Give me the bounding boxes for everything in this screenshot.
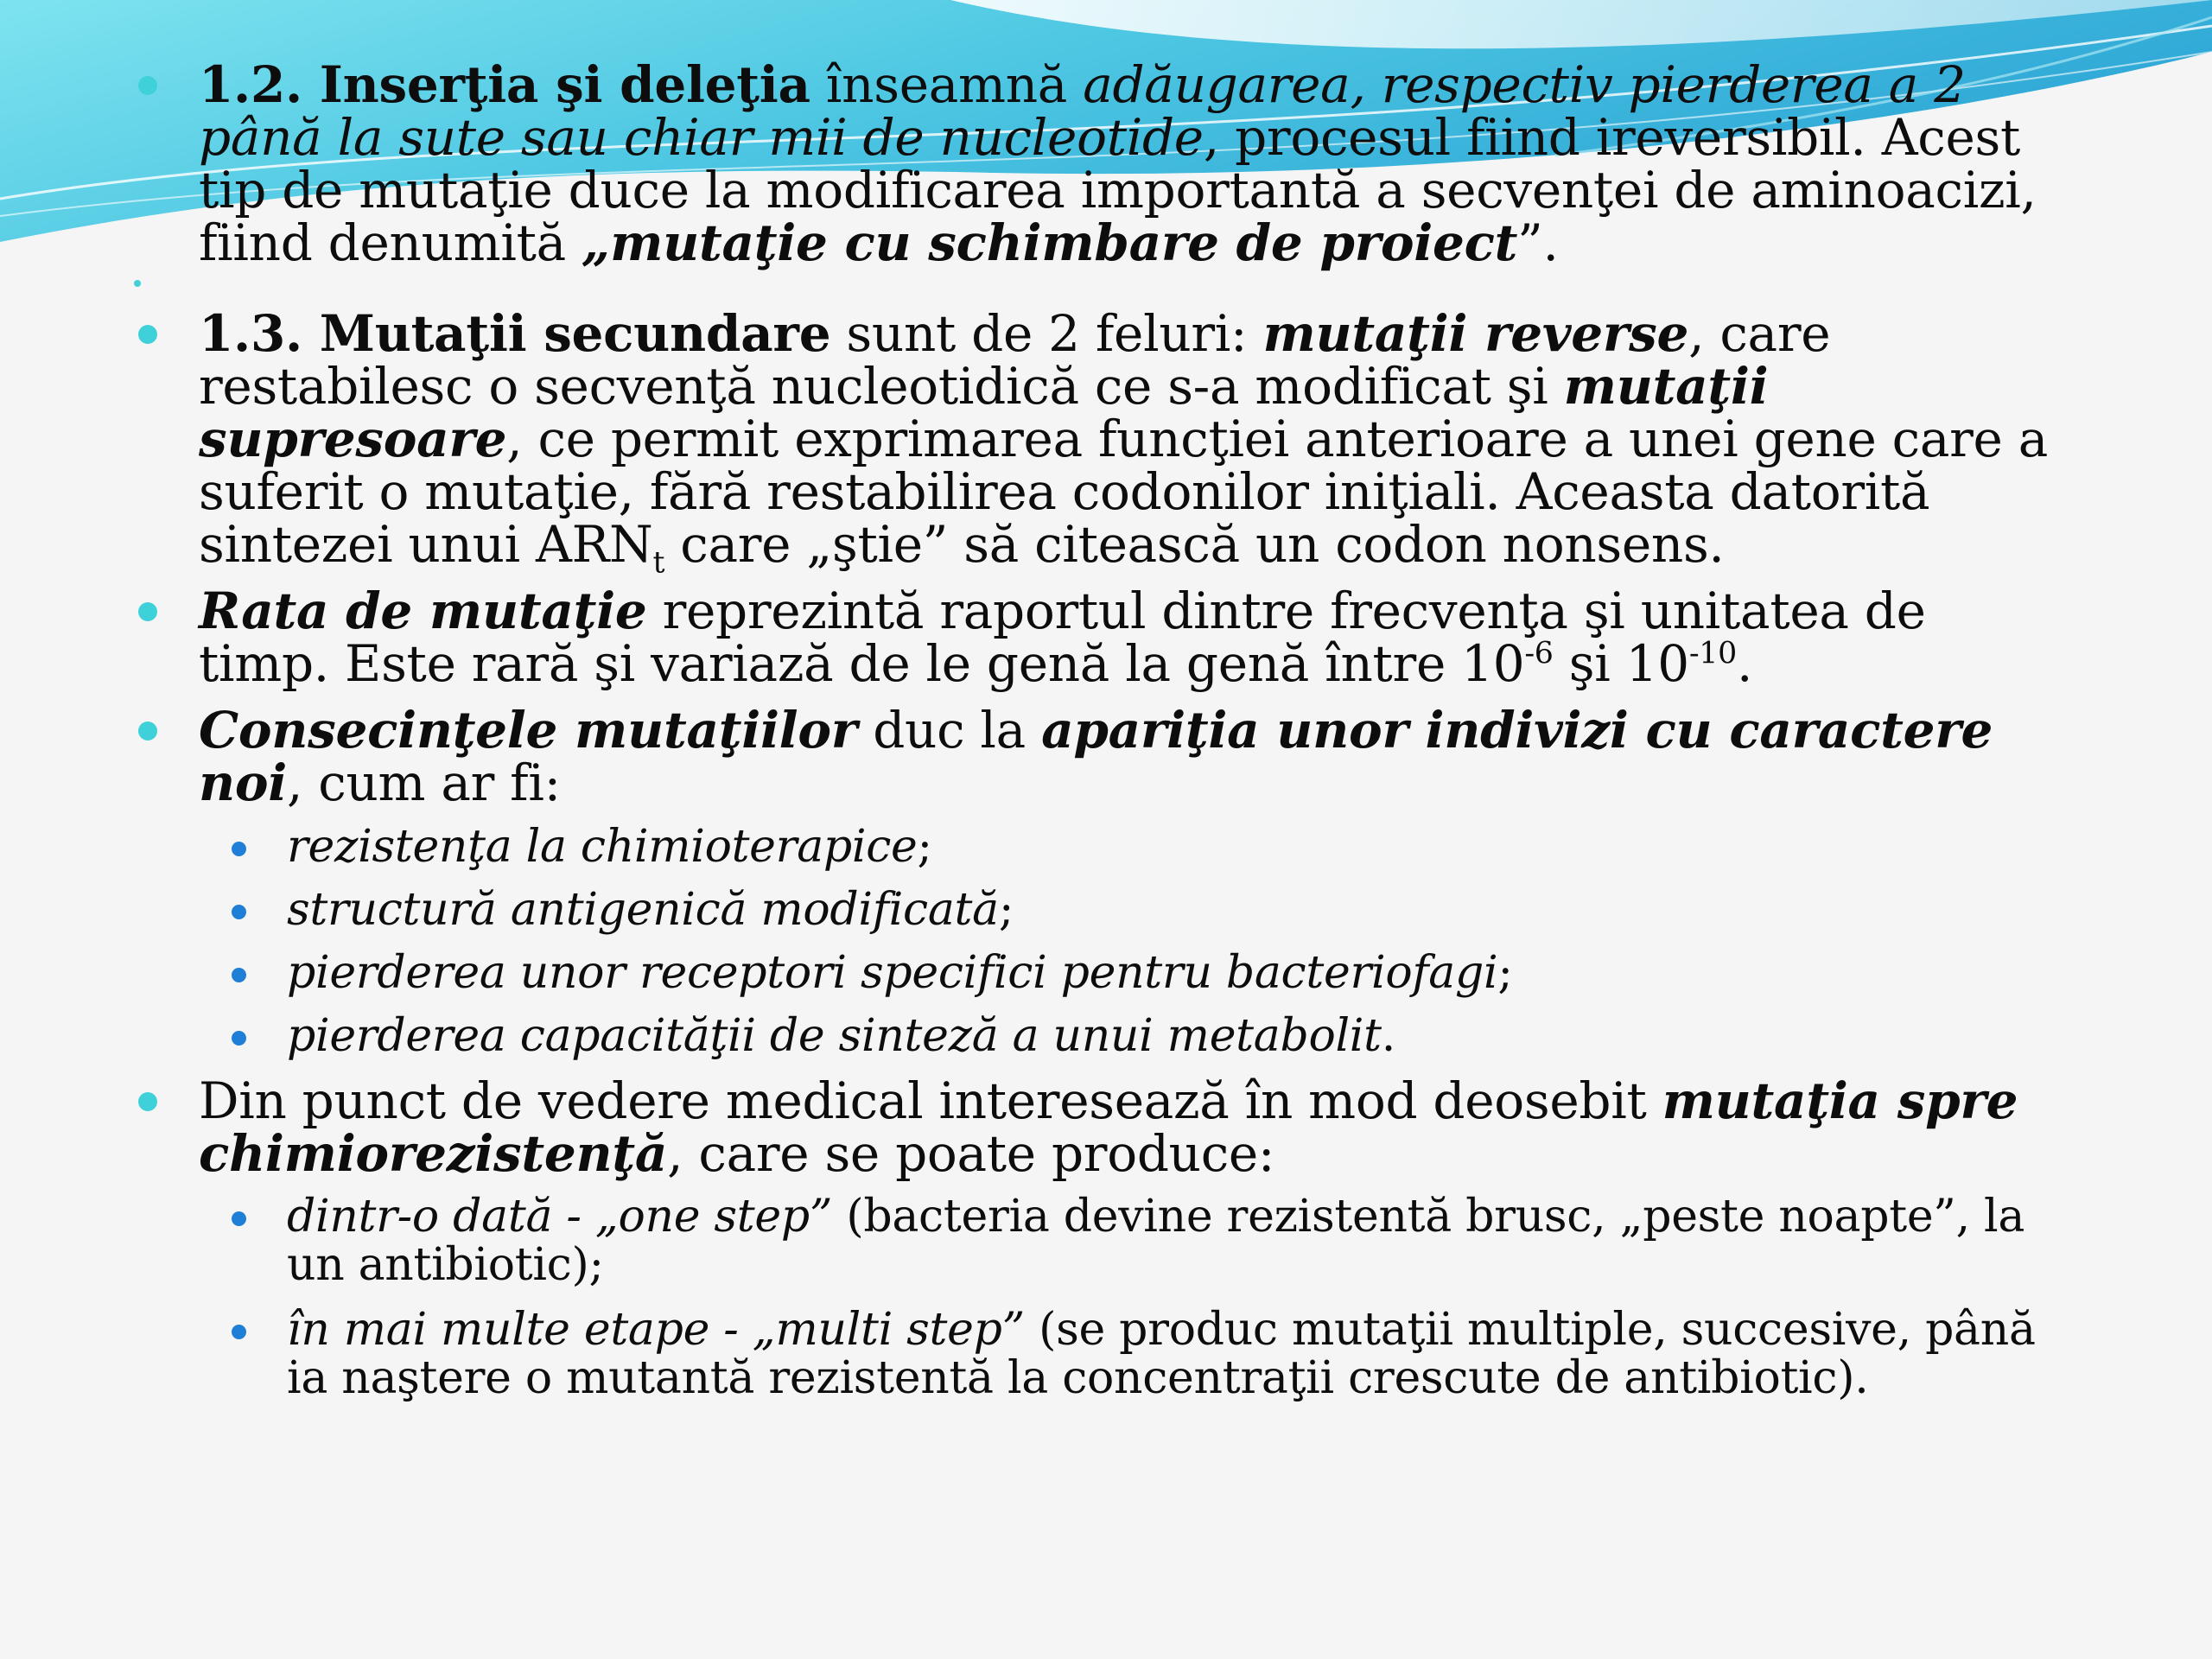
sub-bullet <box>287 823 2075 871</box>
text-italic: dintr-o dată - „one step” <box>287 1191 833 1243</box>
sub-bullet <box>287 1012 2075 1060</box>
bullet-consequences <box>199 701 2065 812</box>
term-bold-italic: mutaţia spre chimiorezistenţă <box>199 1071 2018 1183</box>
text: . <box>1736 634 1753 693</box>
term-bold: Mutaţii secundare <box>319 304 831 363</box>
text: ”. <box>1517 213 1559 272</box>
term-bold: Inserţia şi deleţia <box>319 55 810 114</box>
text: ; <box>998 884 1014 936</box>
text: ; <box>917 821 932 873</box>
empty-bullet-dot <box>134 280 141 287</box>
superscript: -10 <box>1688 636 1737 671</box>
bullet-insertion-deletion <box>199 55 2065 272</box>
text: înseamnă <box>810 55 1084 114</box>
bullet-mutation-rate <box>199 582 2065 693</box>
bullet-secondary-mutations <box>199 304 2065 581</box>
term-bold-italic: mutaţii supresoare <box>199 357 1769 468</box>
text-italic: rezistenţa la chimioterapice <box>287 821 918 873</box>
text: , ce permit exprimarea funcţiei anterioare a unei gene care a suferit o mutaţie, fără restabilirea codonilor iniţiali. Aceasta datorită sintezei unui ARN <box>199 410 2048 574</box>
text-italic: adăugarea, respectiv pierderea a 2 până la sute sau chiar mii de nucleotide <box>199 55 1966 167</box>
text: , care se poate produce: <box>667 1124 1275 1183</box>
text: , cum ar fi: <box>287 753 561 812</box>
text: şi 10 <box>1553 634 1689 693</box>
text-italic: pierderea capacităţii de sinteză a unui metabolit <box>287 1010 1382 1062</box>
bullet-chemoresistance <box>199 1071 2065 1183</box>
text: , care restabilesc o secvenţă nucleotidică ce s-a modificat şi <box>199 304 1831 416</box>
section-number: 1.3. <box>199 304 320 363</box>
sub-bullet <box>287 1306 2075 1402</box>
term-bold-italic: „mutaţie cu schimbare de proiect <box>582 213 1518 272</box>
text: duc la <box>857 701 1042 760</box>
text: (bacteria devine rezistentă brusc, „peste noapte”, la un antibiotic); <box>287 1191 2025 1291</box>
text: . <box>1381 1010 1395 1062</box>
text: ; <box>1497 947 1513 999</box>
text: care „ştie” să citească un codon nonsens. <box>664 515 1725 574</box>
text: , procesul fiind ireversibil. Acest tip de mutaţie duce la modificarea importantă a secvenţei de aminoacizi, fiind denumită <box>199 108 2037 272</box>
text-italic: pierderea unor receptori specifici pentru bacteriofagi <box>287 947 1498 999</box>
sub-bullet <box>287 949 2075 997</box>
section-number: 1.2. <box>199 55 320 114</box>
subscript: t <box>652 545 665 581</box>
term-bold-italic: Rata de mutaţie <box>199 582 647 640</box>
text-italic: structură antigenică modificată <box>287 884 999 936</box>
sub-bullet <box>287 886 2075 934</box>
term-bold-italic: apariţia unor indivizi cu caractere noi <box>199 701 1993 812</box>
text: reprezintă raportul dintre frecvenţa şi unitatea de timp. Este rară şi variază de le genă la genă între 10 <box>199 582 1926 693</box>
sub-bullet <box>287 1192 2075 1289</box>
text-italic: în mai multe etape - „multi step” <box>287 1304 1025 1356</box>
superscript: -6 <box>1524 636 1554 671</box>
term-bold-italic: mutaţii reverse <box>1262 304 1689 363</box>
text: (se produc mutaţii multiple, succesive, până ia naştere o mutantă rezistentă la concentraţii crescute de antibiotic). <box>287 1304 2036 1404</box>
text: sunt de 2 feluri: <box>830 304 1263 363</box>
text: Din punct de vedere medical interesează în mod deosebit <box>199 1071 1662 1130</box>
term-bold-italic: Consecinţele mutaţiilor <box>199 701 858 760</box>
